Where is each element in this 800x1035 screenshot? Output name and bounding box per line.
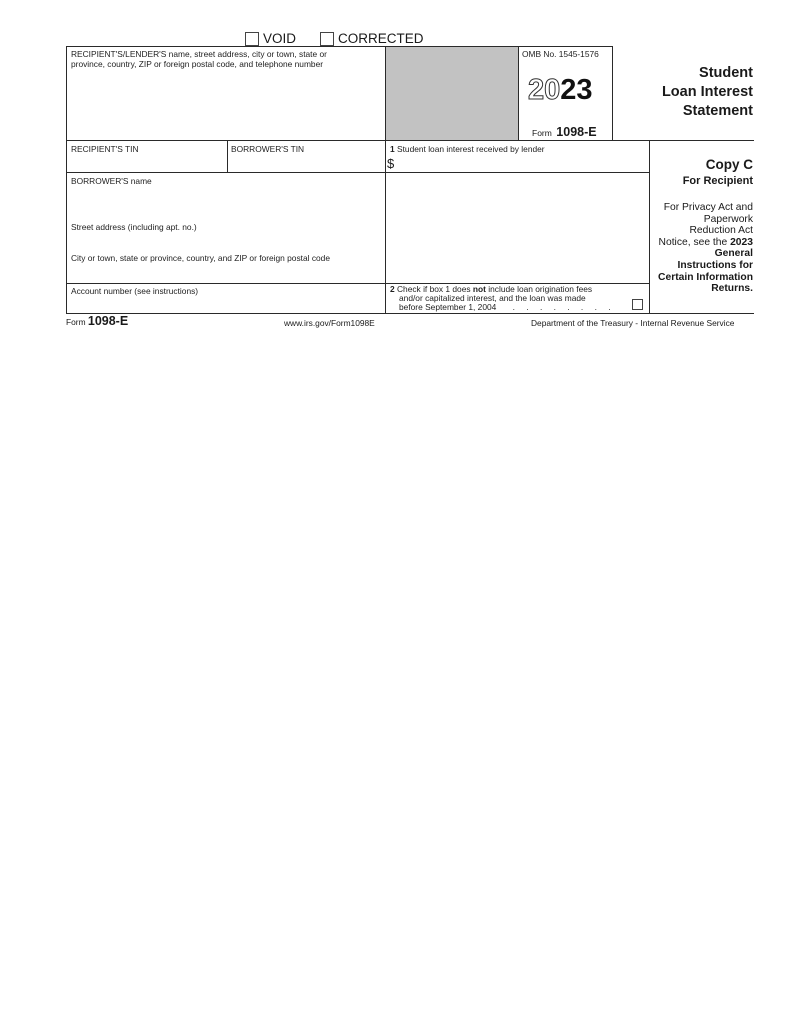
privacy-line-2: Paperwork <box>703 213 753 225</box>
tax-year <box>528 75 593 105</box>
privacy-line-4-text: Notice, see the <box>658 236 731 248</box>
box2-line-3-text: before September 1, 2004 <box>399 302 497 312</box>
row1-bottom-line <box>66 140 754 141</box>
footer-form-prefix: Form <box>66 317 86 327</box>
box2-checkbox[interactable] <box>632 299 643 310</box>
year-outline-digits: 20 <box>528 74 561 106</box>
box1-amount-field[interactable] <box>398 155 646 171</box>
leader-dots: . . . . . . . . <box>512 302 616 312</box>
omb-number: OMB No. 1545-1576 <box>522 49 599 59</box>
recipient-tin-label: RECIPIENT'S TIN <box>71 144 139 154</box>
privacy-line-8: Returns. <box>711 283 753 295</box>
borrower-name-field[interactable] <box>68 187 384 217</box>
footer-form-number: 1098-E <box>87 314 129 328</box>
borrower-name-label: BORROWER'S name <box>71 176 152 186</box>
title-line-2: Loan Interest <box>661 84 753 100</box>
account-number-label: Account number (see instructions) <box>71 286 199 296</box>
footer-form-id <box>66 316 128 327</box>
recipient-info-field[interactable] <box>68 70 384 138</box>
form-number: 1098-E <box>556 125 597 139</box>
privacy-line-1: For Privacy Act and <box>663 202 753 213</box>
box2-number: 2 <box>390 284 395 294</box>
title-line-1: Student <box>699 65 753 81</box>
city-field[interactable] <box>68 264 384 282</box>
middle-blank-area <box>387 174 648 282</box>
box2-text-bold: not <box>472 284 486 294</box>
recipient-block-label-1: RECIPIENT'S/LENDER'S name, street address, city or town, state or <box>71 49 327 59</box>
street-address-label: Street address (including apt. no.) <box>71 222 197 232</box>
corrected-label: CORRECTED <box>338 31 424 46</box>
box2-line-3 <box>399 303 615 313</box>
city-label: City or town, state or province, country, and ZIP or foreign postal code <box>71 253 330 263</box>
account-number-field[interactable] <box>68 297 384 312</box>
privacy-line-4 <box>633 237 753 249</box>
form-top-border <box>66 46 612 47</box>
privacy-notice <box>633 202 753 295</box>
street-address-field[interactable] <box>68 233 384 251</box>
footer-url[interactable]: www.irs.gov/Form1098E <box>284 318 375 328</box>
box1-currency: $ <box>387 156 395 171</box>
privacy-line-7: Certain Information <box>658 271 753 283</box>
form-title <box>614 64 753 121</box>
void-label: VOID <box>263 31 297 46</box>
copy-for-label: For Recipient <box>682 175 753 187</box>
title-line-3: Statement <box>682 103 753 119</box>
borrower-tin-field[interactable] <box>229 155 383 171</box>
recipient-tin-field[interactable] <box>68 155 225 171</box>
form-prefix: Form <box>532 128 552 138</box>
box2-text-post: include loan origination fees <box>485 284 593 294</box>
form-id-header <box>532 123 597 141</box>
box2-line-2: and/or capitalized interest, and the loan was made <box>399 293 586 303</box>
privacy-line-6: Instructions for <box>677 259 753 271</box>
shade-omb-divider <box>518 46 519 141</box>
copy-label: Copy C <box>705 157 753 172</box>
box1-number: 1 <box>390 144 395 154</box>
shaded-area <box>386 47 518 140</box>
year-solid-digits: 23 <box>560 74 593 106</box>
borrower-tin-label: BORROWER'S TIN <box>231 144 305 154</box>
box2-text-pre: Check if box 1 does <box>397 284 473 294</box>
corrected-checkbox[interactable] <box>320 32 334 46</box>
box1-label <box>390 144 545 154</box>
form-bottom-border <box>66 313 754 314</box>
footer-department: Department of the Treasury - Internal Revenue Service <box>531 318 735 328</box>
box1-label-text: Student loan interest received by lender <box>397 144 545 154</box>
privacy-line-5: General <box>714 248 753 260</box>
privacy-year: 2023 <box>730 236 753 248</box>
recipient-block-label-2: province, country, ZIP or foreign postal code, and telephone number <box>71 59 324 69</box>
privacy-line-3: Reduction Act <box>689 225 753 237</box>
void-checkbox[interactable] <box>245 32 259 46</box>
